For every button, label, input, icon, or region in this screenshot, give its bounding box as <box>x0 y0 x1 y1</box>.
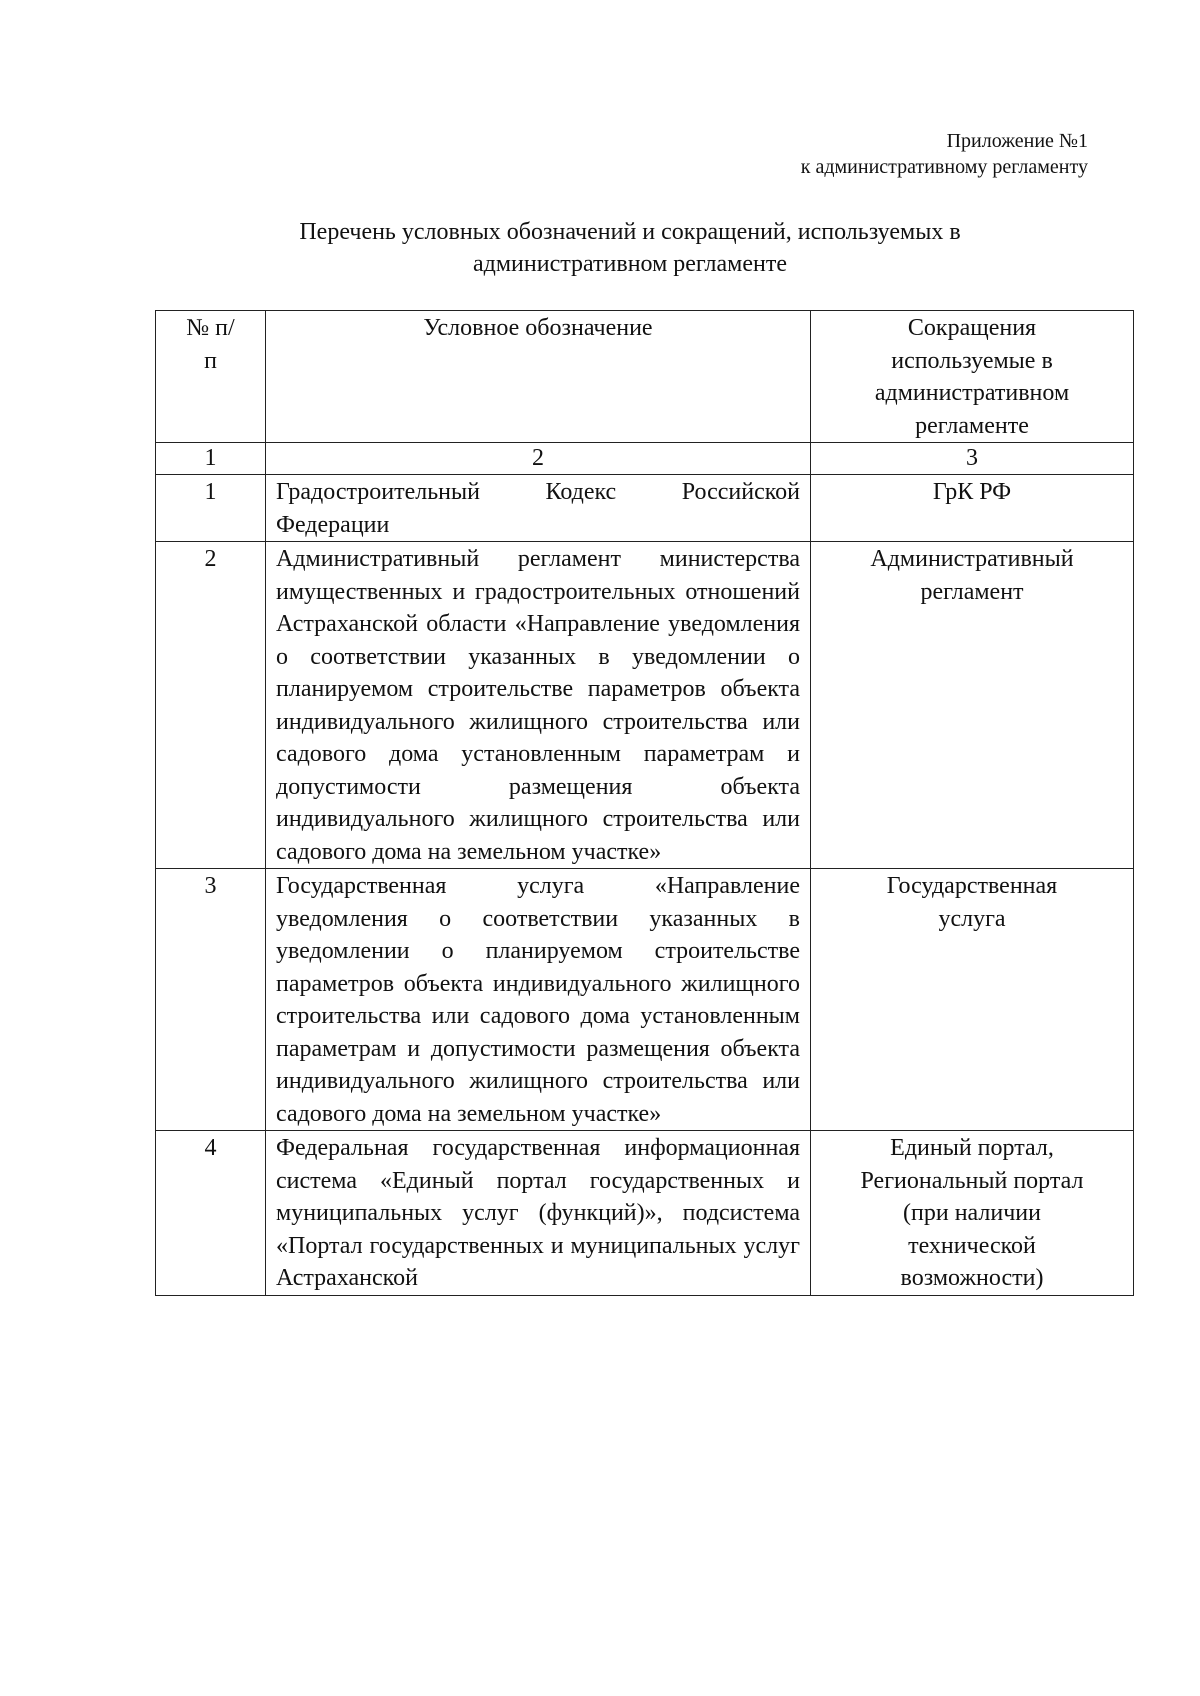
column-number-row <box>156 443 1134 475</box>
header-designation: Условное обозначение <box>266 311 811 443</box>
row-number: 2 <box>156 542 266 869</box>
row-designation: Административный регламент министерства имущественных и градостроительных отношений Астраханской области «Направление уведомления о соответствии указанных в уведомлении о планируемом строительстве параметров объекта индивидуального жилищного строительства или садового дома установленным параметрам и допустимости размещения объекта индивидуального жилищного строительства или садового дома на земельном участке» <box>266 542 811 869</box>
header-number: № п/п <box>156 311 266 443</box>
table-row <box>156 542 1134 869</box>
row-designation: Федеральная государственная информационная система «Единый портал государственных и муниципальных услуг (функций)», подсистема «Портал государственных и муниципальных услуг Астраханской <box>266 1131 811 1296</box>
header-abbreviation: Сокращения используемые в административном регламенте <box>811 311 1134 443</box>
column-number-2: 2 <box>266 443 811 475</box>
table-row <box>156 475 1134 542</box>
table-header-row <box>156 311 1134 443</box>
row-number: 4 <box>156 1131 266 1296</box>
column-number-3: 3 <box>811 443 1134 475</box>
appendix-note <box>801 128 1088 180</box>
appendix-line-1: Приложение №1 <box>946 130 1088 152</box>
title-line-1: Перечень условных обозначений и сокращений, используемых в <box>299 219 961 245</box>
abbreviations-table <box>155 310 1134 1296</box>
row-abbreviation: Государственная услуга <box>811 869 1134 1131</box>
row-designation: Градостроительный Кодекс Российской Федерации <box>266 475 811 542</box>
title-line-2: административном регламенте <box>472 251 787 277</box>
row-number: 3 <box>156 869 266 1131</box>
row-number: 1 <box>156 475 266 542</box>
row-abbreviation: ГрК РФ <box>811 475 1134 542</box>
row-designation: Государственная услуга «Направление уведомления о соответствии указанных в уведомлении о планируемом строительстве параметров объекта индивидуального жилищного строительства или садового дома установленным параметрам и допустимости размещения объекта индивидуального жилищного строительства или садового дома на земельном участке» <box>266 869 811 1131</box>
table-row <box>156 869 1134 1131</box>
column-number-1: 1 <box>156 443 266 475</box>
appendix-line-2: к административному регламенту <box>800 156 1088 178</box>
row-abbreviation: Административный регламент <box>811 542 1134 869</box>
row-abbreviation: Единый портал, Региональный портал (при наличии технической возможности) <box>811 1131 1134 1296</box>
document-title <box>230 216 1030 280</box>
table-row <box>156 1131 1134 1296</box>
